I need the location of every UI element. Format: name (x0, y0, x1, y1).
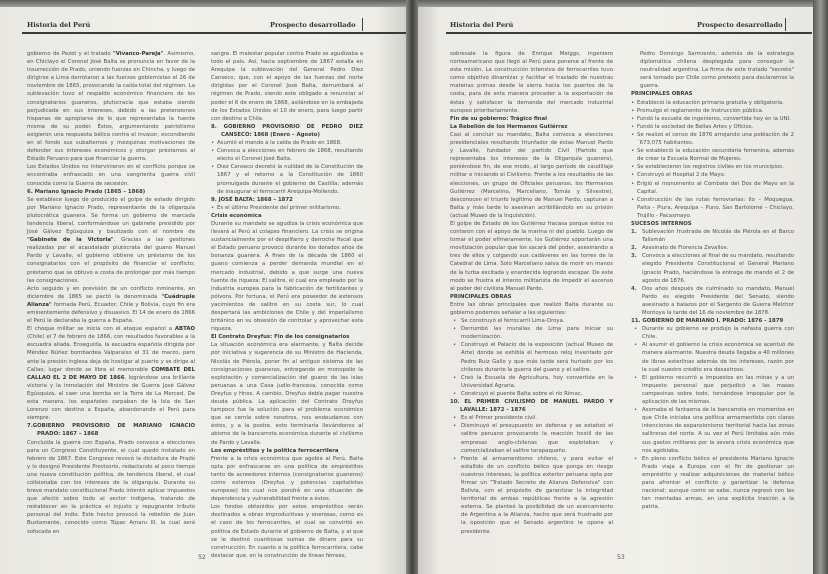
section-heading: Los empréstitos y la política ferrocarrilera (211, 447, 339, 454)
bold-text: "Cuádruple Alianza" (27, 293, 195, 308)
bullet-text: Construcción de las rutas ferroviarias: Ilo – Moquegua, Paita – Piura, Arequipa – Puno, San Bartolomé – Chiclayo, Trujillo - Pacasmayo. (637, 196, 794, 219)
text-run: Frente a la crisis económica que agobia al Perú, Balta opta por enfrascarse en una política de empréstitos tanto de acreedores internos (consignatarios guaneros) como externos (Dreyfus y potencias capitalistas europeas) los cual nos pondrá en una situación de dependencia y vulnerabilidad frente a éstos. (211, 455, 363, 503)
item-number: 3. (631, 253, 637, 260)
bold-text: "Vivanco-Pareja" (112, 51, 164, 57)
paragraph (211, 220, 363, 333)
text-run: gobierno de Pezet y el tratado (27, 51, 113, 57)
bullet-item (631, 147, 794, 163)
bullet-item (631, 325, 794, 341)
bullet-text: Promulgó el reglamento de Instrucción pública. (637, 107, 764, 114)
paragraph (450, 131, 613, 220)
bullet-icon: • (211, 164, 215, 171)
bullet-item (450, 374, 613, 390)
bullet-item (631, 123, 794, 131)
text-run: . Asimismo, en Chiclayo el Coronel José Balta se pronuncia en favor de la insurrección de Prado, uniendo fuerzas en Chincha, y luego de dirigirse a Lima derrotaron a las fuerzas gobiernistas el 26 de noviembre de 1865, provocando la caída total del régimen. La sublevación tuvo el respaldo económico financiero de los consignatarios guaneros, plutocracia que estaba siendo perjudicada en sus intereses, debido a las pretensiones hispanas de apropiarse de lo que representaba la fuente misma de su poder. Éstos, argumentando patriotismo exigieron una respuesta bélica contra el invasor, escondiendo en el fondo sus subalternos y mezquinas motivaciones de defender sus intereses económicos y otorgar préstamos al Estado Peruano para que financiar la guerra. (27, 51, 195, 163)
bullet-item (631, 99, 794, 107)
bullet-text: Es el Primer presidente civil. (461, 415, 537, 422)
running-header-section: Prospecto desarrollado (270, 21, 356, 29)
bullet-text: Diez Canseco decretó la nulidad de la Constitución de 1867 y el retorno a la Constitución de 1860 promulgada durante el gobierno de Castilla; además de inaugurar el ferrocarril Arequipa-Mollendo. (217, 164, 363, 195)
bullet-item (631, 163, 794, 171)
bullet-text: Se construyó el ferrocarril Lima-Oroya. (461, 318, 565, 325)
section-heading: El Contrato Dreyfus: Fin de los consignatarios (211, 334, 350, 341)
bullet-icon: • (453, 342, 457, 349)
bullet-item (450, 414, 613, 422)
paragraph (211, 503, 363, 560)
section-heading: 6. Mariano Ignacio Prado (1865 – 1868) (27, 188, 146, 195)
text-run: , lográndose una brillante victoria y la inmolación del Ministro de Guerra José Gálvez Egúsquiza, al caer una bomba en la Torre de La Merced. De esta manera, los españoles zarpaban de la Isla de San Lorenzo con destino a España, abandonando el Perú para siempre. (27, 374, 195, 422)
bullet-text: Asumió el mando a la caída de Prado en 1868. (217, 140, 342, 147)
header-divider (362, 18, 363, 31)
header-rule (22, 32, 406, 34)
text-run: Los Estados Unidos no intervinieron en el conflicto porque se encontraba enfrascado en una sangrienta guerra civil conocida como la Guerra de secesión. (27, 164, 195, 187)
paragraph (211, 455, 363, 504)
bullet-icon: • (631, 107, 635, 114)
numbered-item (631, 228, 794, 244)
bullet-icon: • (634, 407, 638, 414)
text-run: sobresale la figura de Enrique Meiggs, ingeniero norteamericano que llegó al Perú para ponerse al frente de esta misión. La construcción intensiva de ferrocarriles tuvo como objetivo dinamizar y facilitar el traslado de nuestras materias primas desde la sierra hacia los puertos de la costa, para de esta manera proceder a la exportación de éstas y satisfacer la demanda del mercado industrial europeo prioritariamente. (450, 51, 613, 114)
right-page (416, 7, 815, 574)
bullet-text: Erigió el monumento al Combate del Dos de Mayo en la Capital. (637, 180, 794, 195)
numbered-item (631, 285, 794, 317)
bullet-text: Al asumir el gobierno la crisis económica se acentuó de manera alarmante. Nuestra deuda llegaba a 40 millones de libras esterlinas además de los intereses, razón por la cual nuestro crédito era desastroso. (642, 342, 794, 373)
bullet-item (211, 139, 363, 147)
bullet-text: Convoca a elecciones en febrero de 1868, resultando electo el Coronel José Balta. (217, 148, 363, 163)
bullet-icon: • (211, 148, 215, 155)
text-run: (Chile) el 7 de febrero de 1866, con resultados favorables a la escuadra aliada. Enseguida, la escuadra española dirigida por Méndez Núñez bombardea Valparaíso el 31 de marzo, pero ante la presión inglesa deja de hostigar al puerto y se dirige al Callao, lugar donde se libra el memorable (27, 334, 195, 373)
text-run: El choque militar se inicia con el ataque español a (27, 326, 175, 333)
bullet-item (450, 341, 613, 373)
bullet-icon: • (453, 455, 457, 462)
bullet-icon: • (631, 131, 635, 138)
text-run: Se establece luego de producido el golpe de estado dirigido por Mariano Ignacio Prado, representante de la oligarquía plutocrática guanera. Se forma un gobierno de marcada tendencia liberal, conformándose un gabinete presidido por José Gálvez Egúsquiza y bautizado con el nombre de (27, 196, 195, 236)
bullet-icon: • (631, 196, 635, 203)
text-run: Concluida la guerra con España, Prado convoca a elecciones para un Congreso Constituyente, el cual quedó instalado en febrero de 1867. Este Congreso revocó la dictadura de Prado y lo designó Presidente Provisorio, redactando al poco tiempo una nueva constitución política, de tendencia liberal, el cual colisionaba con los intereses de la oligarquía. Durante su breve mandato constitucional Prado intentó aplicar impuestos que afectó sobre todo al sector indígena, tratando de restablecer en la práctica el injusto y repugnante tributo personal del indio. Este hecho provocó la rebelión de Juan Bustamante, conocido como Túpac Amaru III, la cual será sofocada en (27, 439, 195, 535)
running-header-section: Prospecto desarrollado (697, 21, 783, 29)
section-heading: 7.GOBIERNO PROVISORIO DE MARIANO IGNACIO PRADO: 1867 – 1868 (27, 423, 195, 438)
bullet-text: Durante su gobierno se produjo la nefasta guerra con Chile. (642, 326, 794, 341)
column (450, 50, 613, 536)
bullet-item (631, 341, 794, 373)
bullet-icon: • (453, 415, 457, 422)
item-number: 2. (631, 245, 637, 252)
bullet-text: Construyó el Hospital 2 de Mayo. (637, 172, 726, 179)
bold-text: "Gabinete de la Victoria" (27, 237, 114, 244)
bullet-icon: • (631, 180, 635, 187)
bullet-item (450, 325, 613, 341)
section-heading: 8. GOBIERNO PROVISORIO DE PEDRO DIEZ CANSECO: 1868 (Enero – Agosto) (211, 123, 363, 138)
paragraph (27, 196, 195, 285)
bullet-text: Fundó la sociedad de Bellas Artes y Oficios. (637, 123, 754, 130)
bullet-icon: • (631, 164, 635, 171)
bullet-text: Creó la Escuela de Agricultura, hoy convertida en la Universidad Agraria. (461, 374, 613, 389)
bullet-text: Disminuyó el presupuesto en defensa y se estatizó el salitre peruano provocando la reacción hostil de las empresas anglo-chilenas que explotaban y comercializaban el salitre tarapaqueño. (461, 423, 613, 454)
bullet-item (631, 107, 794, 115)
paragraph (211, 341, 363, 446)
book-gutter (406, 0, 418, 574)
column (211, 50, 363, 560)
section-heading: SUCESOS INTERNOS (631, 220, 692, 227)
text-run: Acto seguido y en previsión de un conflicto inminente, en diciembre de 1865 se pactó la denominada (27, 285, 195, 300)
item-number: 4. (631, 285, 637, 292)
bullet-text: Construyó el puente Balta sobre el río Rímac. (461, 390, 583, 397)
column (27, 50, 195, 536)
bullet-item (450, 317, 613, 325)
section-heading: 10. EL PRIMER CIVILISMO DE MANUEL PARDO Y LAVALLE: 1872 – 1876 (450, 399, 613, 414)
bullet-icon: • (453, 390, 457, 397)
text-run: Entre las obras principales que realizó Balta durante su gobierno podemos señalar a las siguientes: (450, 301, 613, 316)
header-rule (446, 32, 812, 34)
bullet-item (631, 115, 794, 123)
bullet-item (631, 455, 794, 512)
bullet-text: Se estableció la educación secundaria femenina, además de crear la Escuela Normal de Mujeres. (637, 148, 794, 163)
paragraph (27, 50, 195, 163)
bullet-icon: • (631, 172, 635, 179)
bullet-icon: • (634, 342, 638, 349)
bullet-text: Se establecieron los registros civiles en los municipios. (637, 164, 784, 171)
bullet-icon: • (453, 374, 457, 381)
paragraph (27, 285, 195, 325)
running-header-title: Historia del Perú (450, 21, 514, 29)
section-heading: 11. GOBIERNO DE MARIANO I. PRADO: 1876 - 1879 (631, 318, 784, 325)
text-run: El golpe de Estado de los Gutiérrez fracasa porque éstos no contaron con el apoyo de la marina ni del pueblo. Luego de tomar el poder efímeramente, los Gutiérrez soportarán una movilización popular que los sacará del poder, asesinando a tres de ellos y colgando sus cadáveres en las torres de la Catedral de Lima. Solo Marceliano salva de morir en manos de la turba excitada y enardecida logrando escapar. De este modo se frustra el intento militarista de impedir el ascenso al poder del civilista Manuel Pardo. (450, 220, 613, 292)
bullet-item (211, 163, 363, 195)
bullet-text: Derrumbó las murallas de Lima para iniciar su modernización. (461, 326, 613, 341)
item-text: Dos años después de culminado su mandato, Manuel Pardo es elegido Presidente del Senado, siendo asesinado a balazos por el Sargento de Guerra Melchor Montoya la tarde del 16 de noviembre de 1878. (642, 285, 794, 316)
text-run: Los fondos obtenidos por estos empréstitos serán destinados a obras improductivas y onerosas, como es el caso de los ferrocarriles, el cual se convirtió en política de Estado durante el gobierno de Balta, y al que se le destinó cuantiosas sumas de dinero para su construcción. En cuanto a la política ferrocarrilera, cabe destacar que, en la construcción de líneas férreas, (211, 504, 363, 559)
bullet-icon: • (453, 318, 457, 325)
item-text: Asesinato de Florencia Zevallos. (642, 245, 729, 252)
section-heading: Fin de su gobierno: Trágico final (450, 115, 548, 122)
section-heading: 9. JOSÉ BALTA: 1868 – 1872 (211, 196, 293, 203)
bullet-item (631, 196, 794, 220)
item-number: 1. (631, 229, 637, 236)
continued-text: Pedro Domingo Sarmiento, además de la estrategia diplomática chilena desplegada para conseguir la neutralidad argentina. La firma de este tratado "secreto" será tomado por Chile como pretexto para declararnos la guerra. (640, 51, 794, 90)
numbered-item (631, 244, 794, 252)
paragraph (211, 50, 363, 123)
book-right-edge (813, 0, 828, 574)
bullet-text: Se realizó el censo de 1876 arrojando una población de 2´673,075 habitantes. (637, 131, 794, 147)
item-text: Sublevación frustrada de Nicolás de Piérola en el Barco Talismán (642, 229, 794, 244)
bullet-icon: • (634, 374, 638, 381)
text-run: . Gracias a las gestiones realizadas por el acaudalado plutócrata del guano Manuel Pardo y Lavalle, el gobierno obtiene un préstamo de los consignatarios con el propósito de financiar el conflicto; préstamo que se obtuvo a costa de prolongar por más tiempo las consignaciones. (27, 237, 195, 284)
text-run: formada Perú, Ecuador, Chile y Bolivia, cuyo fin era eminentemente defensivo y disuasivo. El 14 de enero de 1866 el Perú le declaraba la guerra a España. (27, 301, 195, 325)
bullet-item (631, 406, 794, 455)
text-run: sangre. El malestar popular contra Prado se agudizaba a todo el país. Así, hacia septiembre de 1867 estalla en Arequipa la sublevación del General Pedro Diez Canseco, que, con el apoyo de las fuerzas del norte dirigidas por el Coronel José Balta, derrumbará al régimen de Prado, siendo este obligado a renunciar al poder el 6 de enero de 1868, asilándose en la embajada de los Estados Unidos el 10 de enero, para luego partir con destino a Chile. (211, 51, 363, 122)
bullet-item (631, 374, 794, 406)
paragraph (450, 301, 613, 317)
running-header-title: Historia del Perú (27, 21, 91, 29)
bullet-item (450, 390, 613, 398)
bullet-item (211, 147, 363, 163)
bullet-icon: • (631, 123, 635, 130)
paragraph (27, 163, 195, 187)
bold-text: COMBATE DEL CALLAO EL 2 DE MAYO DE 1866 (27, 366, 195, 381)
bullet-icon: • (211, 140, 215, 147)
column (631, 50, 794, 511)
bullet-item (450, 455, 613, 536)
bullet-text: En pleno conflicto bélico el presidente Mariano Ignacio Prado viaja a Europa con el fin de gestionar un empréstito y realizar adquisiciones de material bélico para afrontar el conflicto y garantizar la defensa nacional; aunque como se sabe, nunca regresó con las tan mentadas armas, en una explícita traición a la patria. (642, 455, 794, 511)
bullet-item (211, 204, 363, 212)
section-heading: Crisis económica (211, 212, 262, 219)
page-number: 52 (198, 554, 206, 561)
bullet-text: Es el último Presidente del primer militarismo. (217, 204, 341, 211)
paragraph (450, 50, 613, 115)
text-run: La situación económica era alarmante, y Balta decide por iniciativa y sugerencia de su Ministro de Hacienda, Nicolás de Piérola, poner fin al antiguo sistema de las consignaciones guaneras, entregando en monopolio la explotación y comercialización del guano de las islas peruanas a una Casa judío-francesa, conocida como Dreyfus y Hnos. A cambio, Dreyfus debía pagar nuestra deuda pública. La aplicación del Contrato Dreyfus tampoco fue la solución para el problema económico que se cernía sobre nosotros, nos endeudamos con éstos, y a la postre, esto terminaría llevándonos al abismo de la bancarrota económica durante el civilismo de Pardo y Lavalle. (211, 342, 363, 446)
paragraph (27, 439, 195, 536)
bullet-item (450, 422, 613, 454)
bullet-item (631, 131, 794, 147)
bullet-text: Asomaba el fantasma de la bancarrota en momentos en que Chile iniciaba una política armamentista con claras intenciones de expansionismo territorial hacia las zonas salitreras del norte. A su vez el Perú limitaba aún más sus gastos militares por la severa crisis económica que nos agobiaba. (642, 407, 794, 454)
section-heading: PRINCIPALES OBRAS (450, 293, 512, 300)
bullet-text: Construyó el Palacio de la exposición (actual Museo de Arte) donde se exhibía el hermoso reloj inventado por Pedro Ruiz Gallo y que más tarde será hurtado por los chilenos durante la guerra del guano y el salitre. (461, 342, 613, 373)
bullet-icon: • (634, 455, 638, 462)
left-page (0, 7, 408, 574)
header-divider (785, 18, 786, 31)
paragraph (450, 220, 613, 293)
page-number: 53 (617, 554, 625, 561)
bullet-icon: • (211, 204, 215, 211)
bullet-icon: • (631, 99, 635, 106)
numbered-item (631, 252, 794, 284)
bullet-icon: • (453, 326, 457, 333)
section-heading: La Rebelión de los Hermanos Gutiérrez (450, 123, 568, 130)
paragraph (27, 325, 195, 422)
bullet-text: Estableció la educación primaria gratuita y obligatoria. (637, 99, 784, 106)
item-text: Convoca a elecciones al final de su mandato, resultando elegido Presidente Constitucional el General Mariano Ignacio Prado, haciéndose la entrega de mando el 2 de agosto de 1876. (642, 253, 794, 284)
text-run: Casi al concluir su mandato, Balta convoca a elecciones presidenciales resultando triunfador de éstas Manuel Pardo y Lavalle, fundador del partido Civil (Partido que representaba los intereses de la Oligarquía guanera), poniéndose fin, de ese modo, al largo período de caudillaje militar e iniciando el Civilismo. Frente a los resultados de las elecciones, un grupo de Oficiales peruanos, los Hermanos Gutiérrez (Marcelino, Marceliano, Tomás y Silvestre), desconocen el triunfo legítimo de Manuel Pardo, capturan a Balta y más tarde lo asesinan acribillándolo en su prisión (actual Museo de la Inquisición). (450, 131, 613, 219)
bullet-icon: • (453, 423, 457, 430)
bullet-icon: • (631, 115, 635, 122)
bullet-icon: • (631, 148, 635, 155)
bullet-text: Frente al armamentismo chileno, y para evitar el estallido de un conflicto bélico que ponga en riesgo nuestros intereses, la política exterior peruana opta por firmar un "Tratado Secreto de Alianza Defensiva" con Bolivia, con el propósito de garantizar la integridad territorial de ambas repúblicas frente a la agresión externa. Se planteó la posibilidad de un acercamiento de Argentina a la Alianza, hecho que será frustrado por la oposición que el Senado argentino le opone al presidente (461, 455, 613, 535)
bullet-item (631, 180, 794, 196)
bullet-text: El gobierno recurrió a impuestos en las minas y a un impuesto personal que perjudicó a las masas campesinas sobre todo, tornándose impopular por la aplicación de las mismas. (642, 374, 794, 406)
section-heading: PRINCIPALES OBRAS (631, 91, 693, 98)
bold-text: ABTAO (174, 326, 195, 333)
bullet-icon: • (634, 326, 638, 333)
bullet-item (631, 171, 794, 179)
bullet-text: Fundó la escuela de ingenieros, convertida hoy en la UNI. (637, 115, 791, 122)
text-run: Durante su mandato se agudiza la crisis económica que llevará al Perú al colapso financiero. La crisis se origina sustancialmente por el despilfarro y derroche fiscal que el Estado peruano provocó durante los dorados años de bonanza guanera. A fines de la década de 1860 el guano comienza a perder demanda mundial en el mercado industrial, debido a que surge una nueva fuente de riqueza: El salitre, el cual era empleado por la industria europea para la fabricación de fertilizantes y pólvora. Por fortuna, el Perú era poseedor de extensos yacimientos de salitre en su costa sur, lo cual despertará las ambiciones de Chile y del imperialismo británico en su obsesión de controlar y aprovechar esta riqueza. (211, 220, 363, 333)
